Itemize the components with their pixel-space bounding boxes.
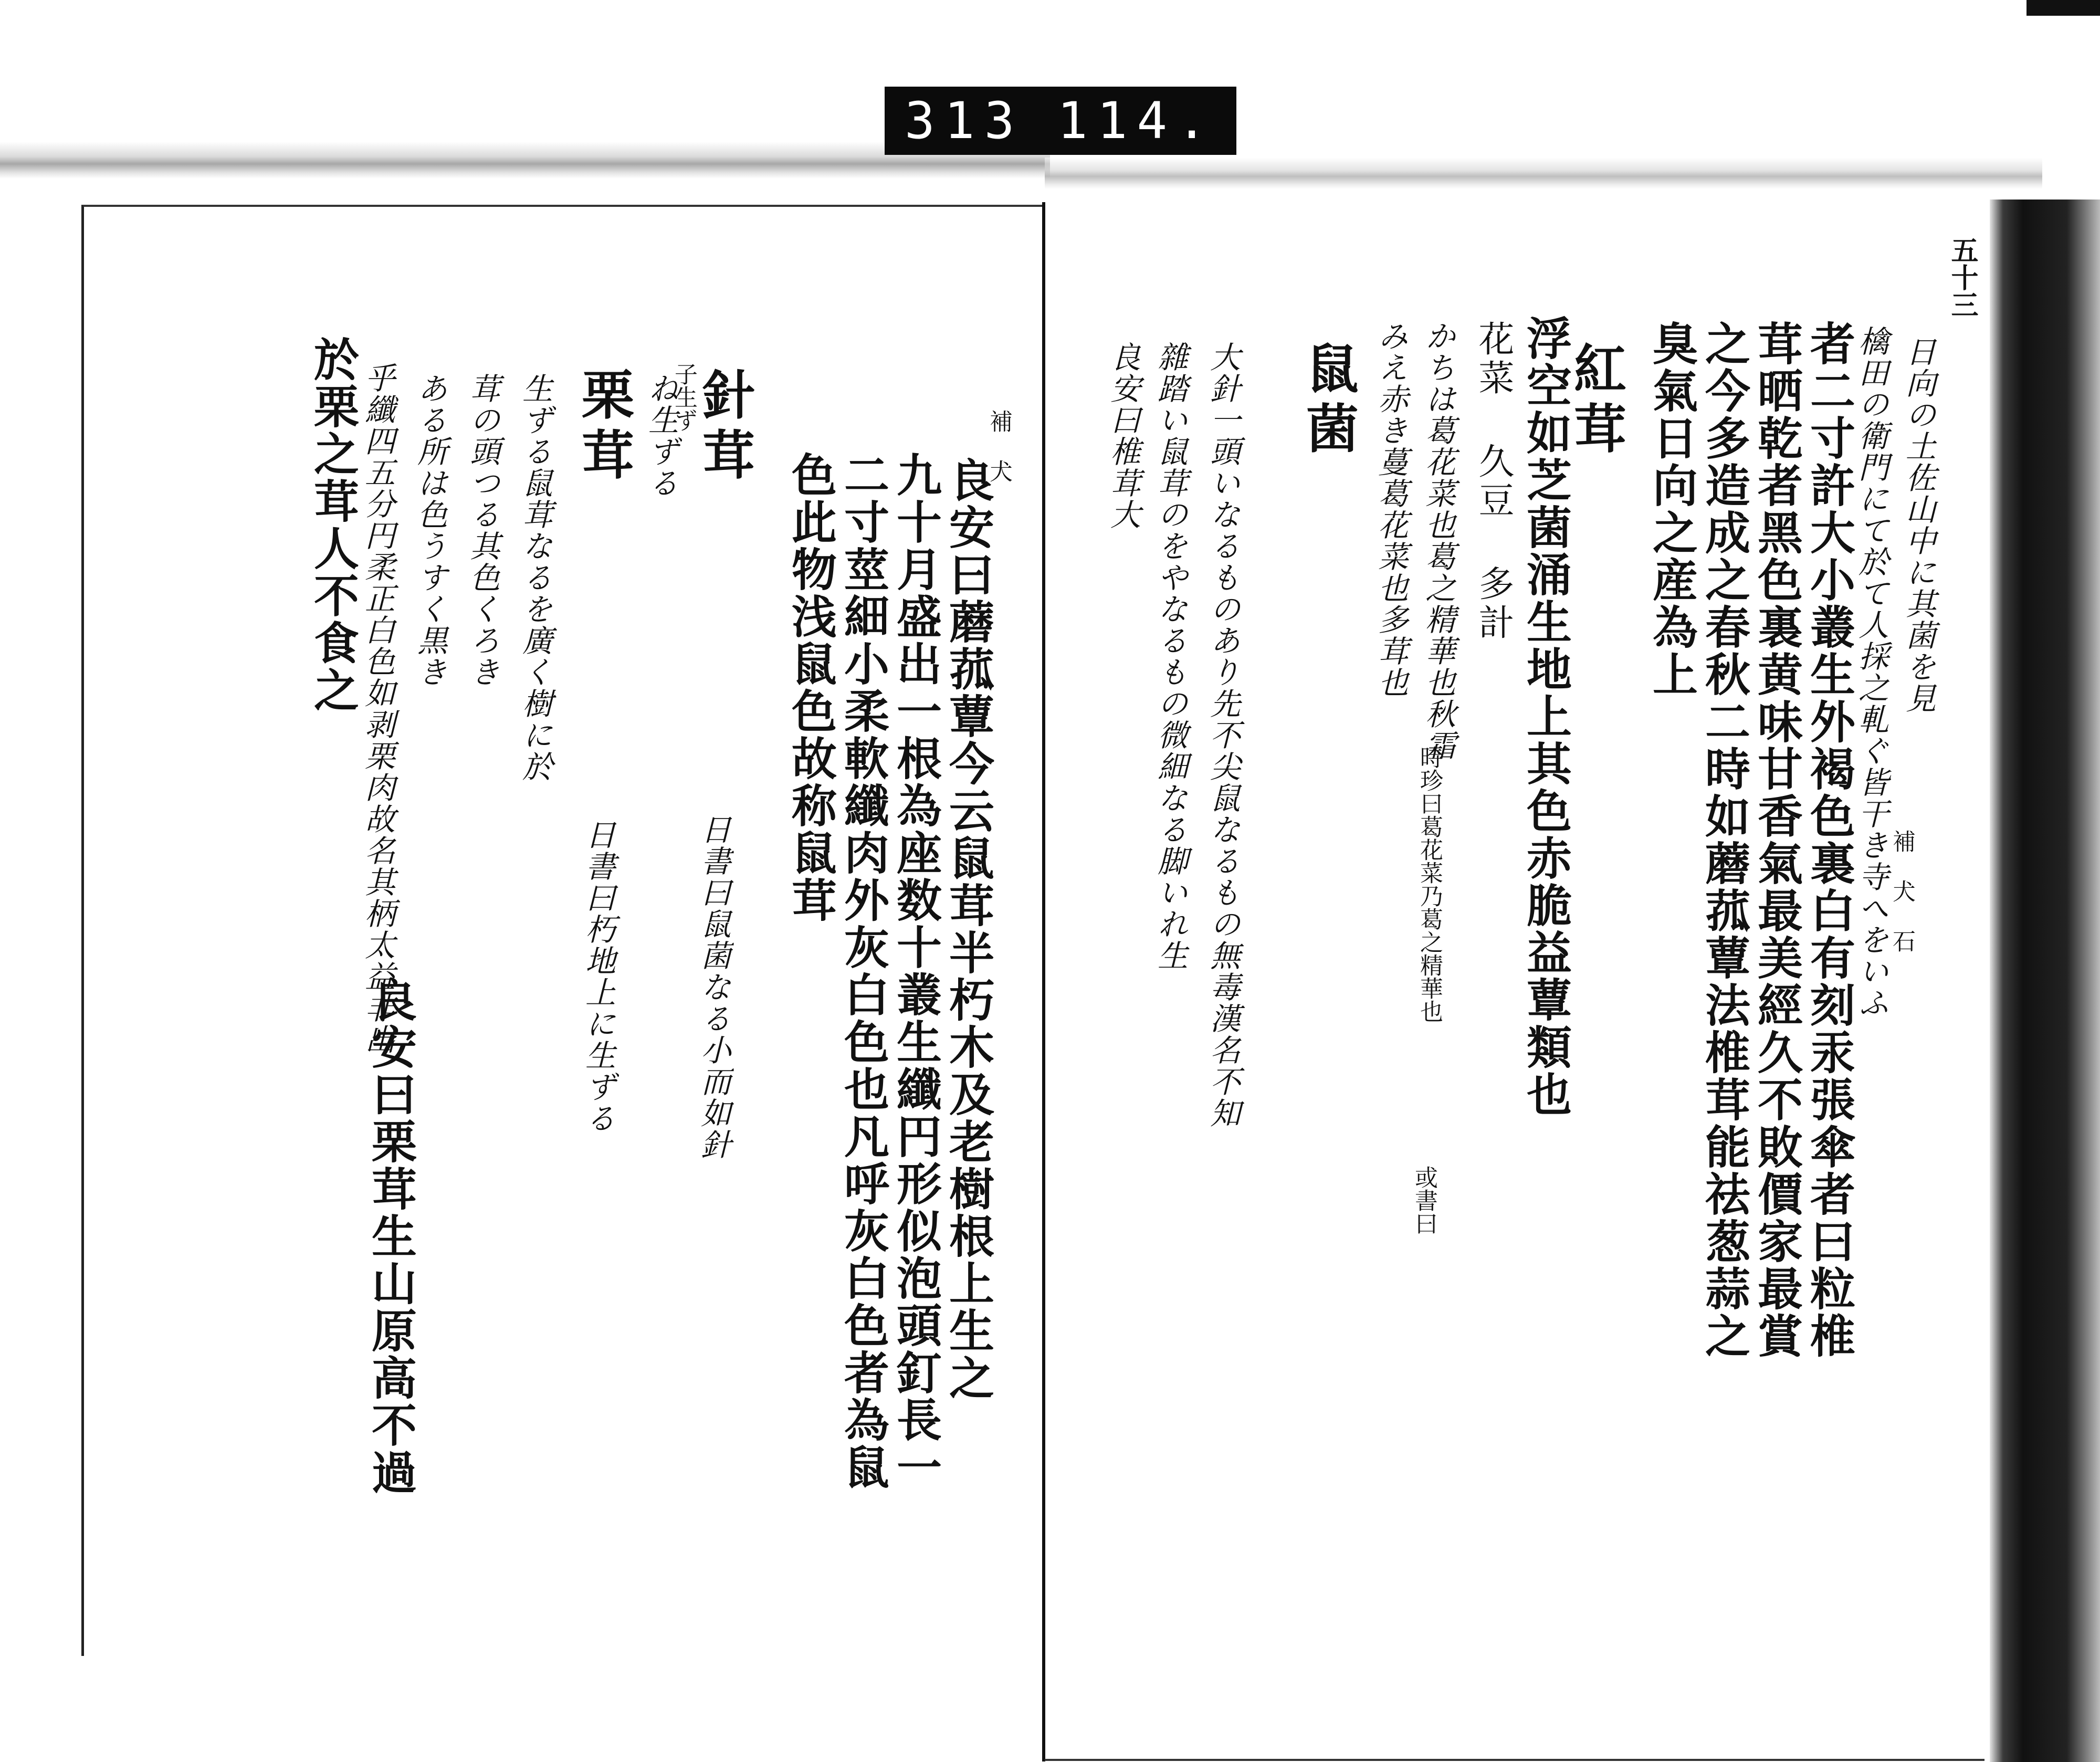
text-column: みえ赤き蔓葛花菜也多茸也 xyxy=(1373,320,1409,698)
text-column: 之今多造成之春秋二時如蘑菰蕈法椎茸能祛葱蒜之 xyxy=(1697,320,1750,1360)
section-heading: 鼠菌 xyxy=(1297,341,1359,461)
text-column: 二寸莖細小柔軟纖肉外灰白色也凡呼灰白色者為鼠 xyxy=(836,452,889,1491)
accession-number-2: 114. xyxy=(1057,91,1216,150)
scan-smudge-right xyxy=(1045,158,2042,189)
accession-label xyxy=(885,87,1236,155)
text-column: 日書曰鼠菌なる小而如針 xyxy=(696,814,731,1160)
text-column: 大針一頭いなるものあり先不尖鼠なるもの無毒漢名不知 xyxy=(1205,341,1241,1129)
text-column: 者二寸許大小叢生外褐色裏白有刻汞張傘者曰粒椎 xyxy=(1802,320,1855,1360)
section-heading: 紅茸 xyxy=(1565,341,1627,461)
text-column: 日向の土佐山中に其菌を見 xyxy=(1900,336,1936,714)
folio-number: 五十三 xyxy=(1946,236,1978,318)
text-column: 浮空如芝菌涌生地上其色赤脆益蕈類也 xyxy=(1519,315,1572,1118)
text-column: 乎纖四五分円柔正白色如剥栗肉故名其柄太益非出 xyxy=(360,362,395,1055)
text-column: ある所は色うすく黒き xyxy=(412,373,448,688)
text-column: かちは葛花菜也葛之精華也秋霜 xyxy=(1420,320,1456,761)
section-heading: 栗茸 xyxy=(573,368,635,487)
text-column: 花菜 久豆 多計 xyxy=(1473,320,1514,643)
text-column: 於栗之茸人不食之 xyxy=(306,336,359,714)
text-column: 日書曰朽地上に生ずる xyxy=(580,819,616,1134)
text-column: 臭氣日向之産為上 xyxy=(1645,320,1698,698)
corner-mark xyxy=(2026,0,2100,16)
annotation: 補 犬 石 xyxy=(1888,830,1915,952)
annotation: 子生ず xyxy=(670,362,697,432)
text-column: 良安曰栗茸生山原高不過 xyxy=(364,977,417,1496)
text-column: 良安曰椎茸大 xyxy=(1105,341,1141,530)
text-column: 色此物浅鼠色故称鼠茸 xyxy=(784,452,837,924)
annotation: 時珍曰葛花菜乃葛之精華也 xyxy=(1416,746,1443,1023)
text-column: ね生ずる xyxy=(643,373,679,499)
right-page-bottom-edge xyxy=(1045,1759,1984,1761)
text-column: 良安曰蘑菰蕈今云鼠茸半朽木及老樹根上生之 xyxy=(941,457,994,1402)
text-column: 九十月盛出一根為座数十叢生纖円形似泡頭釘長一 xyxy=(889,452,942,1491)
annotation: 或書曰 xyxy=(1411,1166,1437,1235)
section-heading: 針茸 xyxy=(694,368,755,487)
accession-number-1: 313 xyxy=(905,91,1024,150)
text-column: 生ずる鼠茸なるを廣く樹に於 xyxy=(517,373,553,782)
book-spine xyxy=(1990,200,2100,1762)
text-column: 雜踏い鼠茸のをやなるもの微細なる脚いれ生 xyxy=(1152,341,1188,971)
text-column: 檎田の衛門にて於て人採之軋ぐ皆干き寺へをいふ xyxy=(1853,326,1889,1019)
annotation: 補 犬 xyxy=(985,410,1012,483)
text-column: 茸の頭つる其色くろき xyxy=(465,373,500,688)
text-column: 茸晒乾者黑色裏黄味甘香氣最美經久不敗價家最賞 xyxy=(1750,320,1803,1360)
